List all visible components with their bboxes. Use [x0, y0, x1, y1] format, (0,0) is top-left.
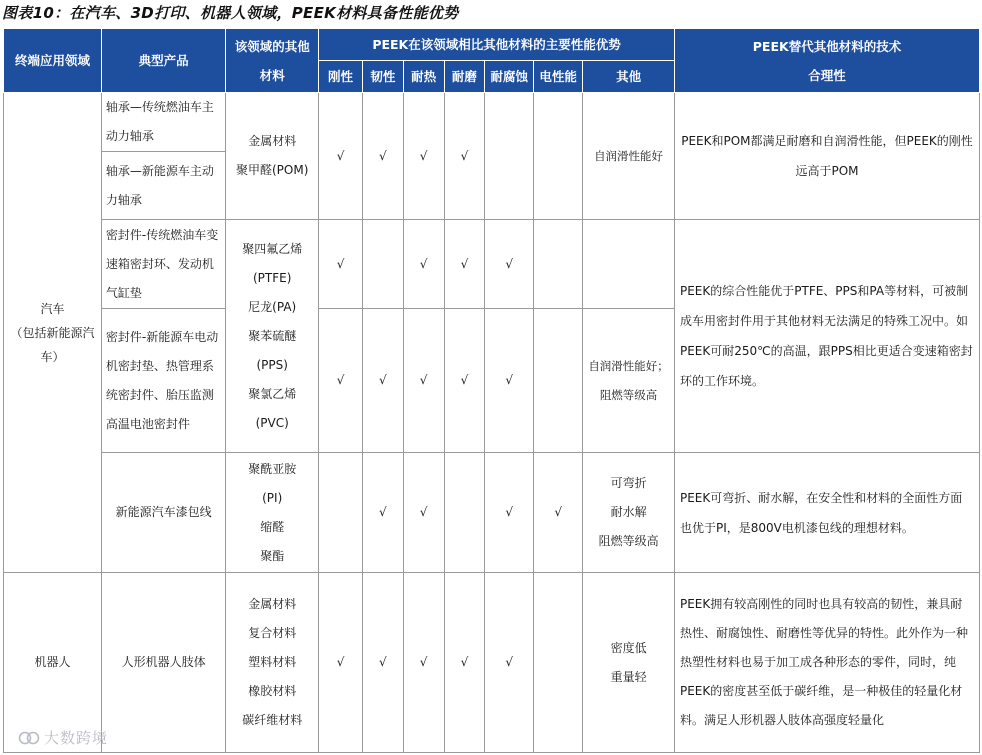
header-prop-heat: 耐热	[403, 61, 444, 93]
check-mark: √	[403, 573, 444, 753]
product-bearing-fuel: 轴承—传统燃油车主动力轴承	[101, 93, 225, 152]
check-mark: √	[319, 220, 363, 309]
other-seal-ev: 自润滑性能好；阻燃等级高	[583, 309, 675, 453]
reason-wire: PEEK可弯折、耐水解，在安全性和材料的全面性方面也优于PI，是800V电机漆包线的理想材料。	[674, 453, 979, 573]
check-mark: √	[362, 93, 403, 220]
watermark	[18, 727, 108, 748]
product-bearing-ev: 轴承—新能源车主动力轴承	[101, 152, 225, 220]
product-seal-ev: 密封件-新能源车电动机密封垫、热管理系统密封件、胎压监测高温电池密封件	[101, 309, 225, 453]
materials-wire: 聚酰亚胺 (PI) 缩醛 聚酯	[226, 453, 319, 573]
check-mark: √	[362, 309, 403, 453]
header-reason	[674, 29, 979, 93]
other-robot: 密度低 重量轻	[583, 573, 675, 753]
check-mark: √	[485, 453, 534, 573]
peek-comparison-table	[3, 28, 980, 753]
check-mark: √	[403, 220, 444, 309]
product-humanoid-limb: 人形机器人肢体	[101, 573, 225, 753]
figure-title: 图表10：在汽车、3D打印、机器人领域，PEEK材料具备性能优势	[2, 4, 459, 22]
product-enameled-wire: 新能源汽车漆包线	[101, 453, 225, 573]
check-mark: √	[444, 93, 485, 220]
header-prop-electrical: 电性能	[534, 61, 583, 93]
check-mark: √	[319, 573, 363, 753]
check-mark: √	[444, 309, 485, 453]
header-prop-corrosion: 耐腐蚀	[485, 61, 534, 93]
watermark-text: 大数跨境	[44, 729, 109, 747]
materials-seal: 聚四氟乙烯 (PTFE) 尼龙(PA) 聚苯硫醚 (PPS) 聚氯乙烯 (PVC)	[226, 220, 319, 453]
watermark-logo-icon	[18, 730, 40, 746]
check-mark: √	[485, 309, 534, 453]
check-mark: √	[319, 309, 363, 453]
check-mark: √	[534, 453, 583, 573]
reason-seal: PEEK的综合性能优于PTFE、PPS和PA等材料，可被制成车用密封件用于其他材料无法满足的特殊工况中。如PEEK可耐250℃的高温，跟PPS相比更适合变速箱密封环的工作环境。	[674, 220, 979, 453]
reason-robot: PEEK拥有较高刚性的同时也具有较高的韧性，兼具耐热性、耐腐蚀性、耐磨性等优异的特性。此外作为一种热塑性材料也易于加工成各种形态的零件，同时，纯PEEK的密度甚至低于碳纤维，是一种极佳的轻量化材料。满足人形机器人肢体高强度轻量化	[674, 573, 979, 753]
materials-robot: 金属材料 复合材料 塑料材料 橡胶材料 碳纤维材料	[226, 573, 319, 753]
header-prop-other: 其他	[583, 61, 675, 93]
domain-auto: 汽车 （包括新能源汽车）	[4, 93, 102, 573]
header-domain: 终端应用领域	[4, 29, 102, 93]
reason-bearing: PEEK和POM都满足耐磨和自润滑性能，但PEEK的刚性远高于POM	[674, 93, 979, 220]
check-mark: √	[403, 309, 444, 453]
other-wire: 可弯折 耐水解 阻燃等级高	[583, 453, 675, 573]
table-row	[4, 93, 980, 152]
header-advantage: PEEK在该领域相比其他材料的主要性能优势	[319, 29, 675, 61]
header-other-materials-line2: 材料	[259, 67, 285, 83]
check-mark: √	[403, 93, 444, 220]
check-mark: √	[319, 93, 363, 220]
product-seal-fuel: 密封件-传统燃油车变速箱密封环、发动机气缸垫	[101, 220, 225, 309]
table-row	[4, 573, 980, 753]
header-prop-wear: 耐磨	[444, 61, 485, 93]
check-mark: √	[444, 220, 485, 309]
check-mark: √	[444, 573, 485, 753]
header-reason-line2: 合理性	[808, 67, 846, 83]
header-reason-line1: PEEK替代其他材料的技术	[752, 38, 902, 54]
check-mark: √	[403, 453, 444, 573]
materials-bearing: 金属材料 聚甲醛(POM)	[226, 93, 319, 220]
header-other-materials-line1: 该领域的其他	[234, 38, 310, 54]
header-prop-toughness: 韧性	[362, 61, 403, 93]
other-bearing: 自润滑性能好	[583, 93, 675, 220]
table-row	[4, 220, 980, 309]
header-other-materials	[226, 29, 319, 93]
check-mark: √	[362, 573, 403, 753]
header-prop-rigidity: 刚性	[319, 61, 363, 93]
check-mark: √	[485, 220, 534, 309]
check-mark: √	[362, 453, 403, 573]
check-mark: √	[485, 573, 534, 753]
domain-robot: 机器人	[4, 573, 102, 753]
header-product: 典型产品	[101, 29, 225, 93]
table-row	[4, 453, 980, 573]
